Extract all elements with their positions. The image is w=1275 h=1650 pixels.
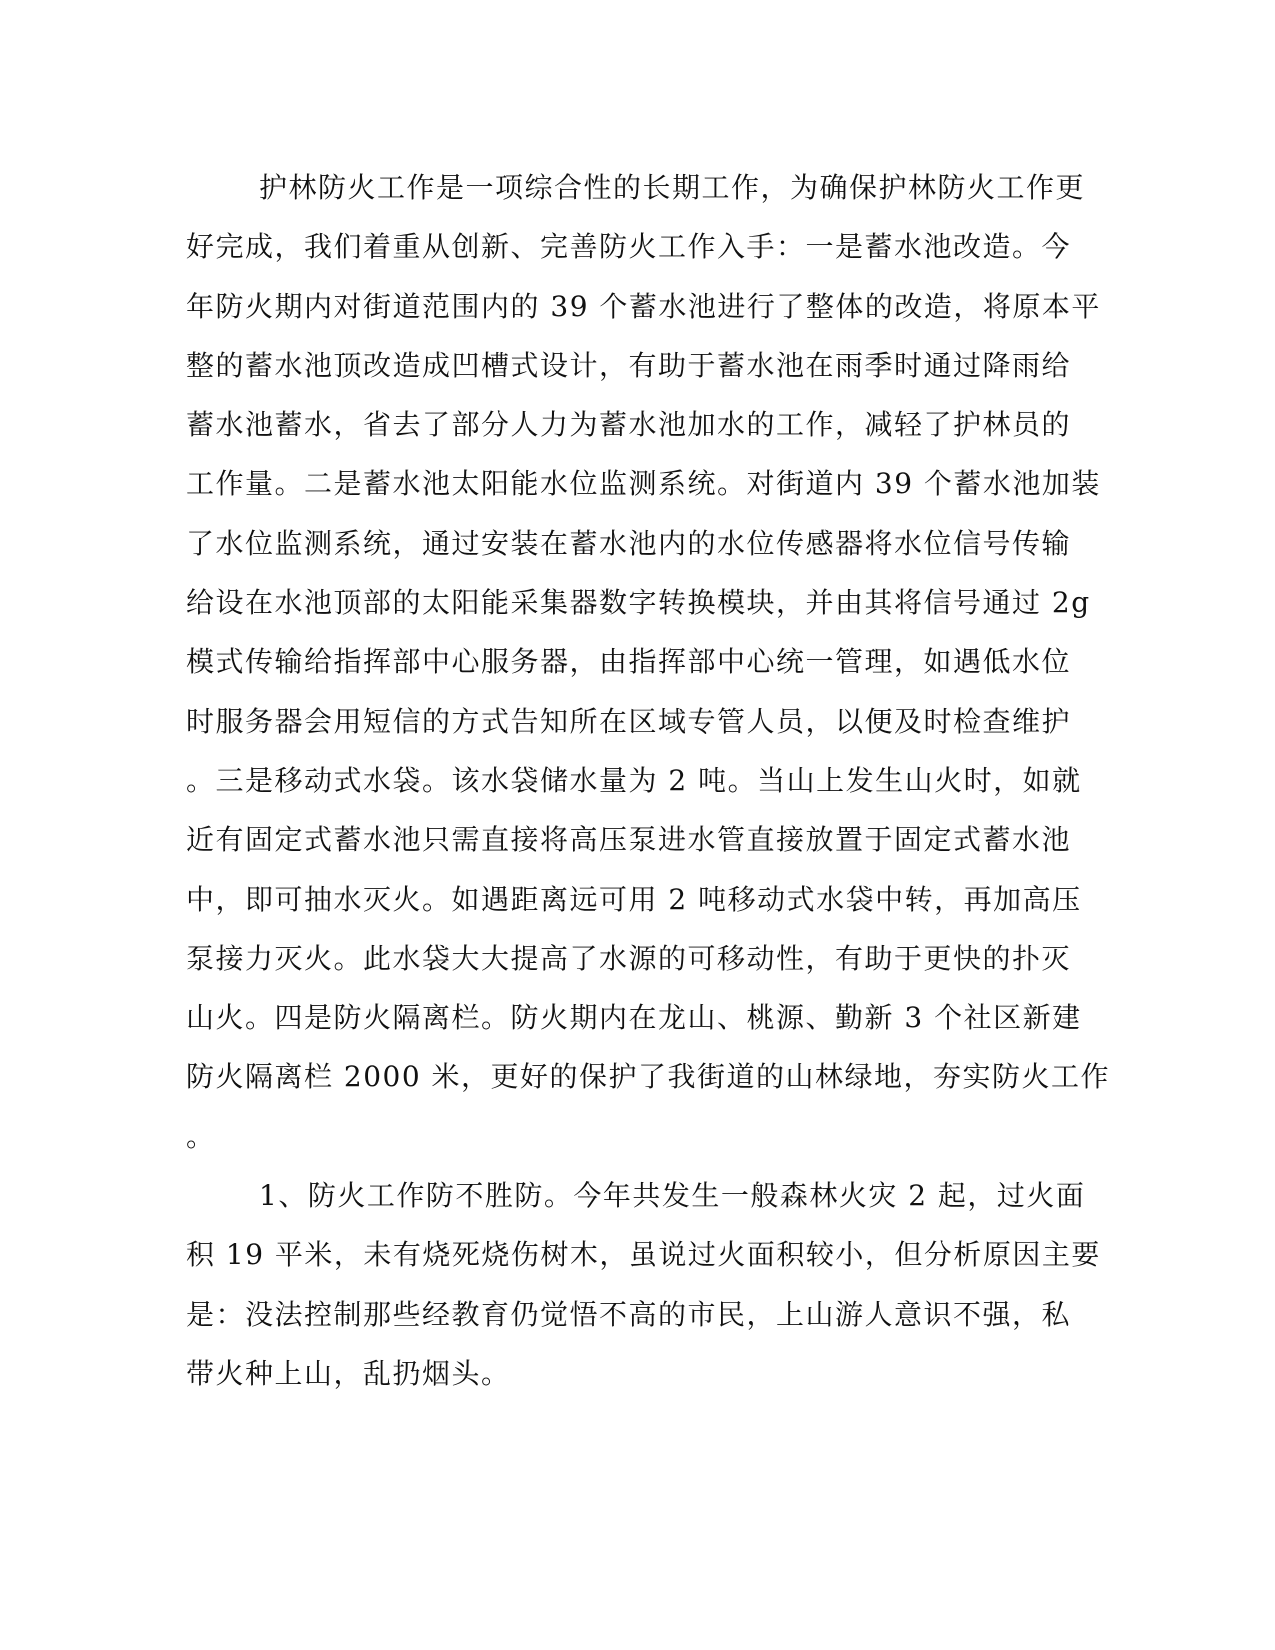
text-line: 近有固定式蓄水池只需直接将高压泵进水管直接放置于固定式蓄水池: [186, 823, 1072, 857]
text-line: 时服务器会用短信的方式告知所在区域专管人员，以便及时检查维护: [186, 704, 1072, 738]
text-line: 防火隔离栏 2000 米，更好的保护了我街道的山林绿地，夯实防火工作: [186, 1060, 1111, 1094]
document-body: [186, 158, 1111, 1403]
text-line: 年防火期内对街道范围内的 39 个蓄水池进行了整体的改造，将原本平: [186, 289, 1101, 323]
paragraph-fire-incidents: [186, 1166, 1101, 1403]
text-line: 山火。四是防火隔离栏。防火期内在龙山、桃源、勤新 3 个社区新建: [186, 1001, 1082, 1035]
text-line: 模式传输给指挥部中心服务器，由指挥部中心统一管理，如遇低水位: [186, 645, 1072, 679]
text-line: 了水位监测系统，通过安装在蓄水池内的水位传感器将水位信号传输: [186, 526, 1072, 560]
paragraph-fire-prevention-measures: [186, 158, 1111, 1166]
text-line: 是：没法控制那些经教育仍觉悟不高的市民，上山游人意识不强，私: [186, 1297, 1072, 1331]
text-line: 工作量。二是蓄水池太阳能水位监测系统。对街道内 39 个蓄水池加装: [186, 467, 1101, 501]
text-line: 带火种上山，乱扔烟头。: [186, 1356, 511, 1390]
text-line: 给设在水池顶部的太阳能采集器数字转换模块，并由其将信号通过 2g: [186, 586, 1091, 620]
text-line: 好完成，我们着重从创新、完善防火工作入手：一是蓄水池改造。今: [186, 230, 1072, 264]
text-line: 泵接力灭火。此水袋大大提高了水源的可移动性，有助于更快的扑灭: [186, 941, 1072, 975]
text-line: 护林防火工作是一项综合性的长期工作，为确保护林防火工作更: [259, 171, 1086, 204]
text-line: 。: [186, 1119, 216, 1153]
text-line: 。三是移动式水袋。该水袋储水量为 2 吨。当山上发生山火时，如就: [186, 763, 1082, 797]
text-line: 中，即可抽水灭火。如遇距离远可用 2 吨移动式水袋中转，再加高压: [186, 882, 1082, 916]
text-line: 蓄水池蓄水，省去了部分人力为蓄水池加水的工作，减轻了护林员的: [186, 408, 1072, 442]
text-line: 整的蓄水池顶改造成凹槽式设计，有助于蓄水池在雨季时通过降雨给: [186, 348, 1072, 382]
text-line: 1、防火工作防不胜防。今年共发生一般森林火灾 2 起，过火面: [259, 1179, 1086, 1213]
text-line: 积 19 平米，未有烧死烧伤树木，虽说过火面积较小，但分析原因主要: [186, 1238, 1101, 1272]
